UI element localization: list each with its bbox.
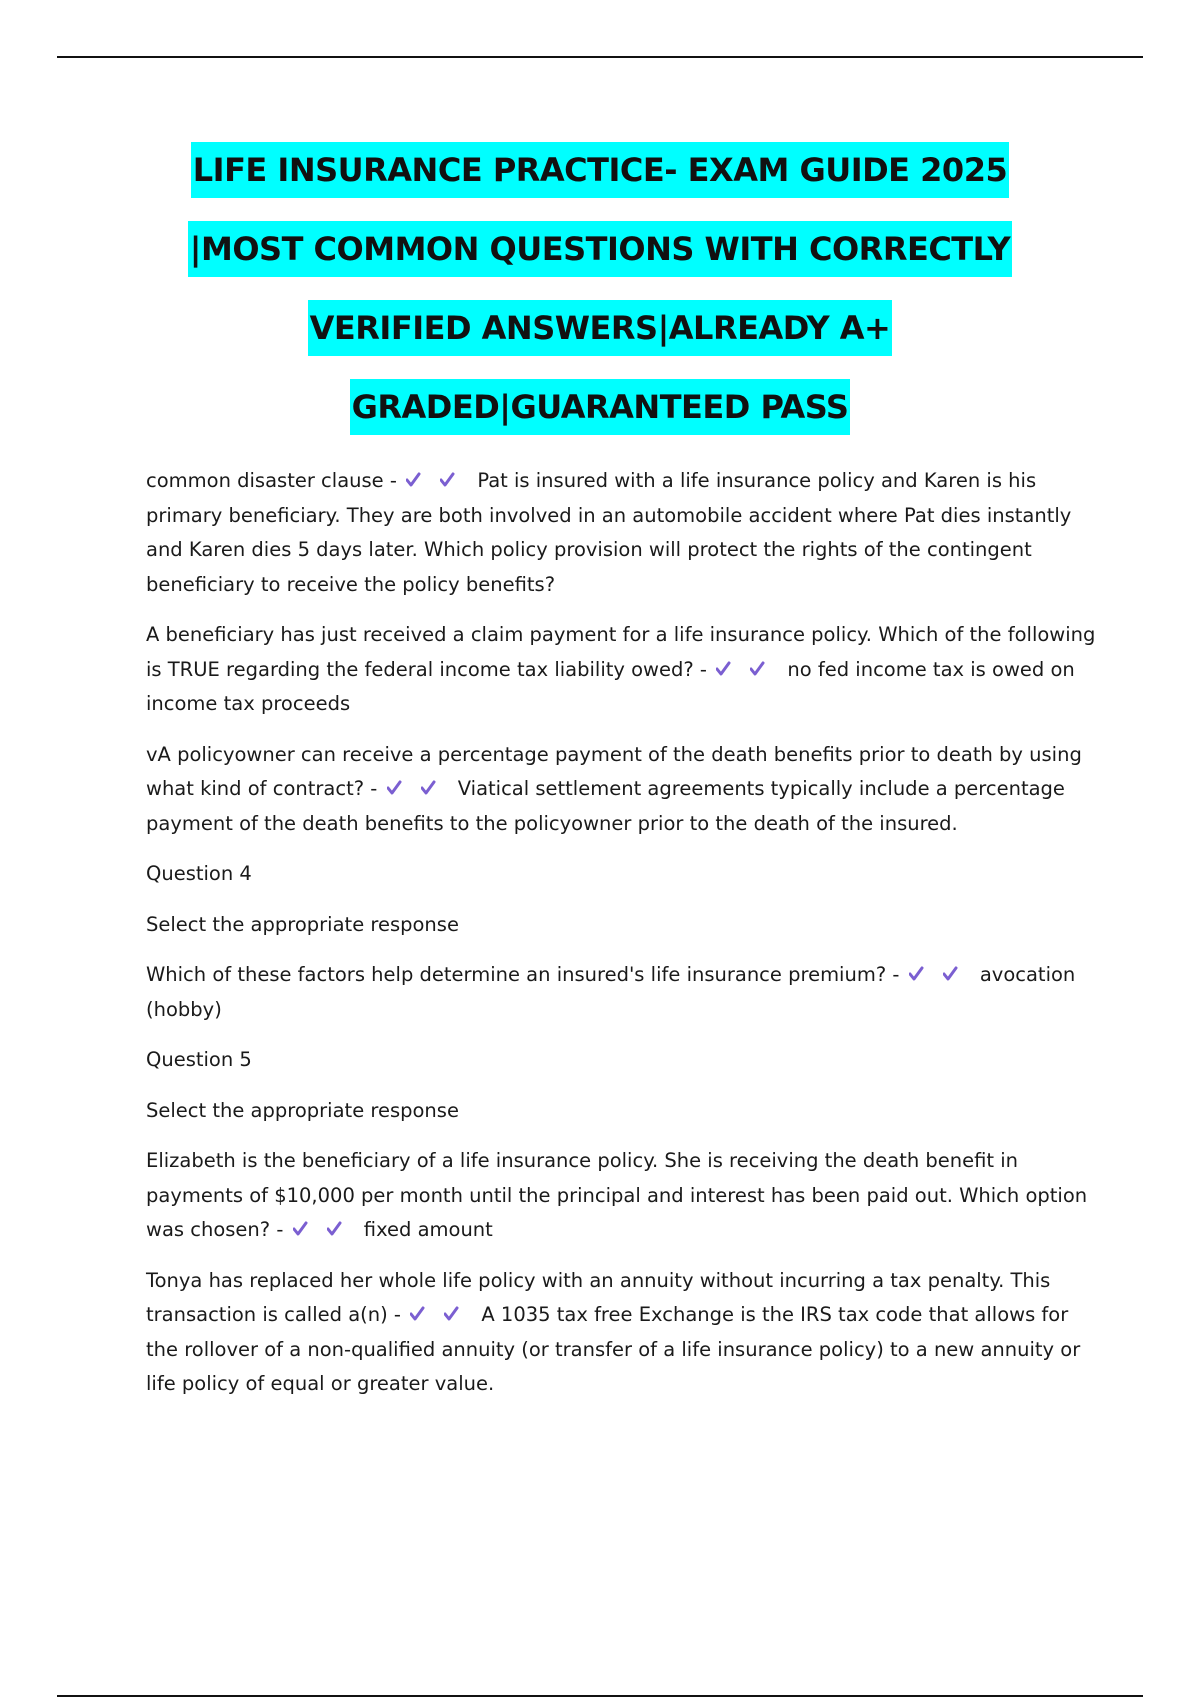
bottom-rule	[57, 1695, 1143, 1697]
title-line-text: VERIFIED ANSWERS|ALREADY A+	[308, 300, 893, 356]
double-check-icon	[909, 963, 937, 985]
instruction-text: Select the appropriate response	[146, 1098, 459, 1122]
question-text: A beneficiary has just received a claim payment for a life insurance policy. Which of the following is TRUE regarding the federal income tax liability owed? -	[146, 623, 1096, 681]
question-text: Which of these factors help determine an insured's life insurance premium? -	[146, 963, 900, 986]
answer-text: Viatical settlement agreements typically include a percentage payment of the death benefits to the policyowner prior to the death of the insured.	[146, 777, 1065, 835]
answer-text: fixed amount	[363, 1218, 493, 1241]
section-label: Question 5	[146, 1048, 252, 1071]
double-check-icon	[943, 963, 971, 985]
qa-content	[146, 464, 1096, 1418]
title-line	[0, 300, 1200, 379]
double-check-icon	[440, 469, 468, 491]
section-label: Question 4	[146, 862, 252, 885]
title-line	[0, 221, 1200, 300]
double-check-icon	[750, 658, 778, 680]
question-text: Tonya has replaced her whole life policy with an annuity without incurring a tax penalty. This transaction is called a(n) -	[146, 1268, 1051, 1326]
answer-text: Pat is insured with a life insurance policy and Karen is his primary beneficiary. They are both involved in an automobile accident where Pat dies instantly and Karen dies 5 days later. Which policy provision will protect the rights of the contingent beneficiary to receive the policy benefits?	[146, 469, 1072, 596]
double-check-icon	[293, 1218, 321, 1240]
qa-item	[146, 618, 1096, 722]
title-line-text: GRADED|GUARANTEED PASS	[350, 379, 851, 435]
double-check-icon	[387, 777, 415, 799]
double-check-icon	[716, 658, 744, 680]
qa-item	[146, 1144, 1096, 1248]
document-title	[0, 142, 1200, 458]
double-check-icon	[406, 469, 434, 491]
double-check-icon	[421, 777, 449, 799]
title-line	[0, 379, 1200, 458]
double-check-icon	[327, 1218, 355, 1240]
qa-item	[146, 958, 1096, 1027]
double-check-icon	[444, 1303, 472, 1325]
top-rule	[57, 56, 1143, 58]
title-line	[0, 142, 1200, 221]
question-text: common disaster clause -	[146, 469, 397, 492]
title-line-text: |MOST COMMON QUESTIONS WITH CORRECTLY	[188, 221, 1012, 277]
answer-text: avocation (hobby)	[146, 963, 1076, 1021]
answer-text: A 1035 tax free Exchange is the IRS tax code that allows for the rollover of a non-qualified annuity (or transfer of a life insurance policy) to a new annuity or life policy of equal or greater value.	[146, 1303, 1081, 1395]
double-check-icon	[410, 1303, 438, 1325]
question-text: Elizabeth is the beneficiary of a life insurance policy. She is receiving the death benefit in payments of $10,000 per month until the principal and interest has been paid out. Which option was chosen? -	[146, 1149, 1088, 1241]
answer-text: no fed income tax is owed on income tax proceeds	[146, 657, 1075, 715]
qa-item	[146, 464, 1096, 602]
qa-item	[146, 1264, 1096, 1402]
question-text: vA policyowner can receive a percentage payment of the death benefits prior to death by using what kind of contract? -	[146, 742, 1082, 800]
instruction-text: Select the appropriate response	[146, 912, 459, 936]
qa-item	[146, 738, 1096, 842]
title-line-text: LIFE INSURANCE PRACTICE- EXAM GUIDE 2025	[191, 142, 1009, 198]
